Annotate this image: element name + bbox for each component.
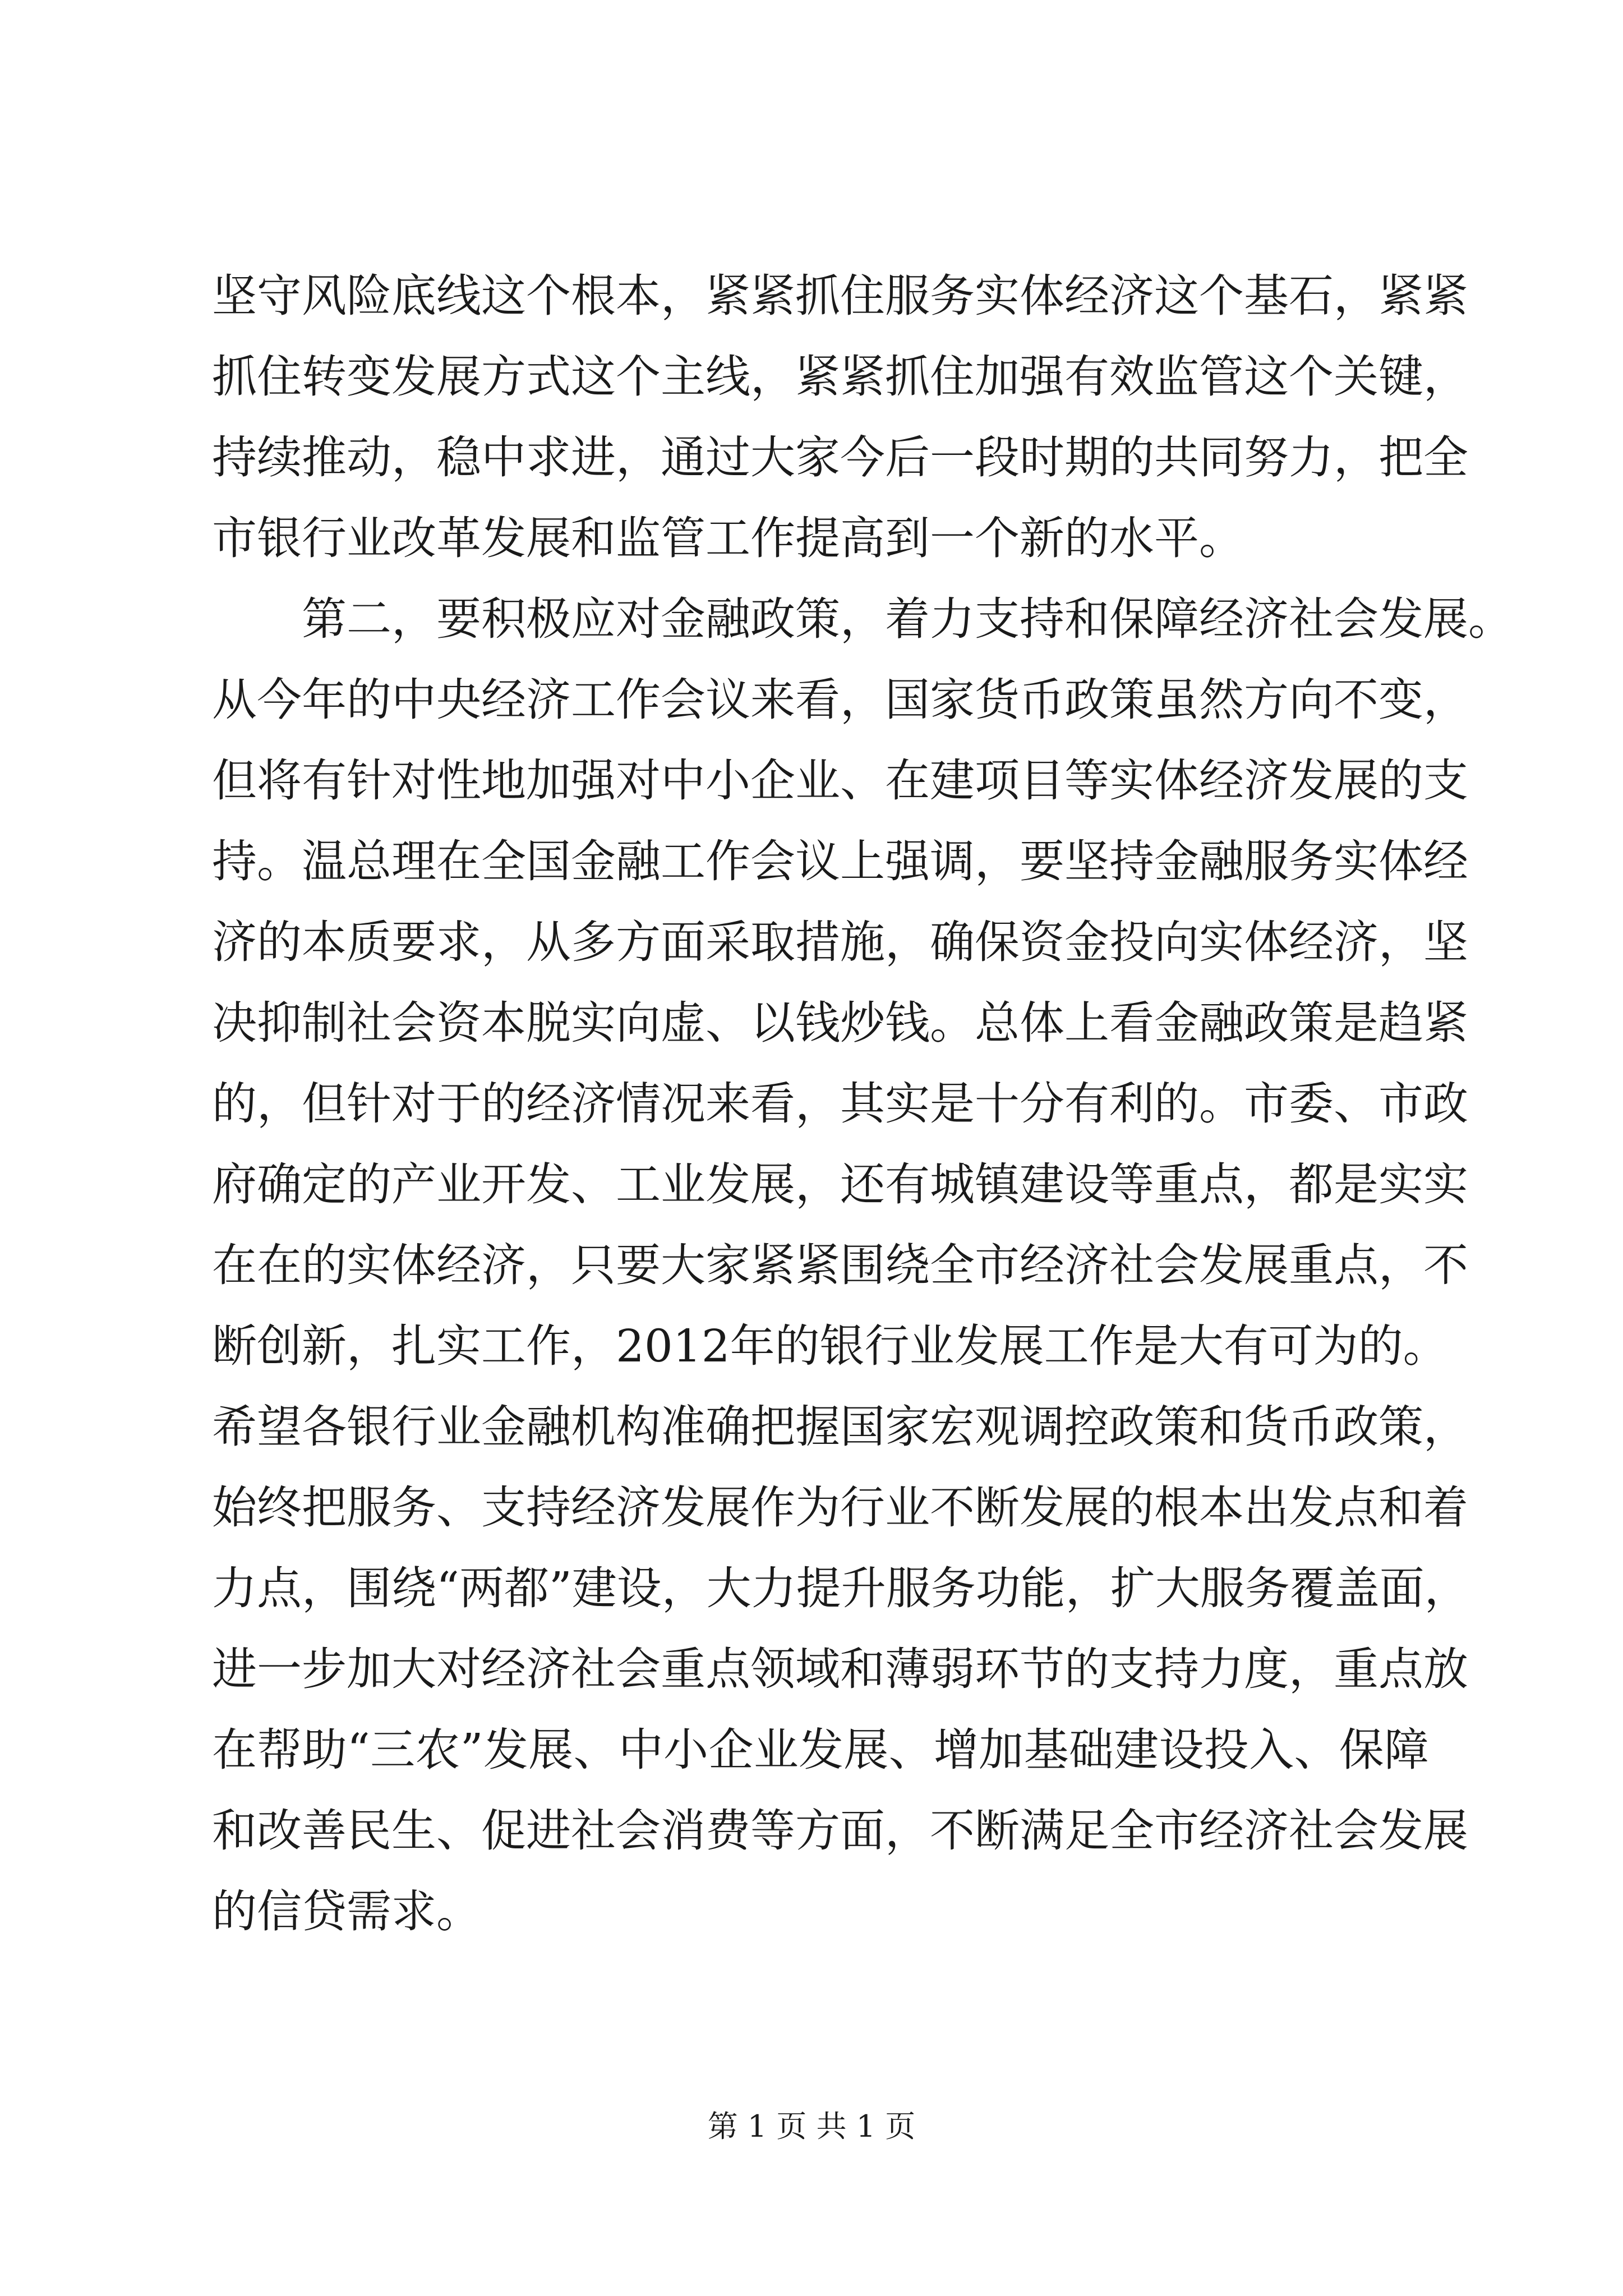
text-line: 坚守风险底线这个根本，紧紧抓住服务实体经济这个基石，紧紧 [212,270,1468,322]
text-line: 希望各银行业金融机构准确把握国家宏观调控政策和货币政策， [212,1401,1468,1453]
body-text [212,256,1513,1952]
text-line: 但将有针对性地加强对中小企业、在建项目等实体经济发展的支 [212,754,1468,807]
text-line: 在在的实体经济，只要大家紧紧围绕全市经济社会发展重点，不 [212,1239,1468,1291]
text-line: 抓住转变发展方式这个主线，紧紧抓住加强有效监管这个关键， [212,351,1468,403]
text-line: 持。温总理在全国金融工作会议上强调，要坚持金融服务实体经 [212,835,1468,887]
text-line: 持续推动，稳中求进，通过大家今后一段时期的共同努力，把全 [212,431,1468,484]
text-line: 济的本质要求，从多方面采取措施，确保资金投向实体经济，坚 [212,916,1468,968]
text-line: 府确定的产业开发、工业发展，还有城镇建设等重点，都是实实 [212,1158,1468,1211]
text-line: 力点，围绕“两都”建设，大力提升服务功能，扩大服务覆盖面， [212,1562,1469,1614]
text-line: 市银行业改革发展和监管工作提高到一个新的水平。 [212,512,1244,564]
text-line: 始终把服务、支持经济发展作为行业不断发展的根本出发点和着 [212,1481,1468,1534]
text-line: 决抑制社会资本脱实向虚、以钱炒钱。总体上看金融政策是趋紧 [212,997,1468,1049]
text-line: 在帮助“三农”发展、中小企业发展、增加基础建设投入、保障 [212,1724,1429,1776]
text-line: 从今年的中央经济工作会议来看，国家货币政策虽然方向不变， [212,674,1468,726]
text-line: 断创新，扎实工作，2012年的银行业发展工作是大有可为的。 [212,1320,1448,1372]
text-line: 的，但针对于的经济情况来看，其实是十分有利的。市委、市政 [212,1078,1468,1130]
page-number-footer: 第 1 页 共 1 页 [707,2109,916,2144]
paragraph-heading-line: 第二，要积极应对金融政策，着力支持和保障经济社会发展。 [302,593,1513,645]
text-line: 进一步加大对经济社会重点领域和薄弱环节的支持力度，重点放 [212,1643,1468,1695]
text-line: 和改善民生、促进社会消费等方面，不断满足全市经济社会发展 [212,1805,1468,1857]
text-line: 的信贷需求。 [212,1885,481,1938]
